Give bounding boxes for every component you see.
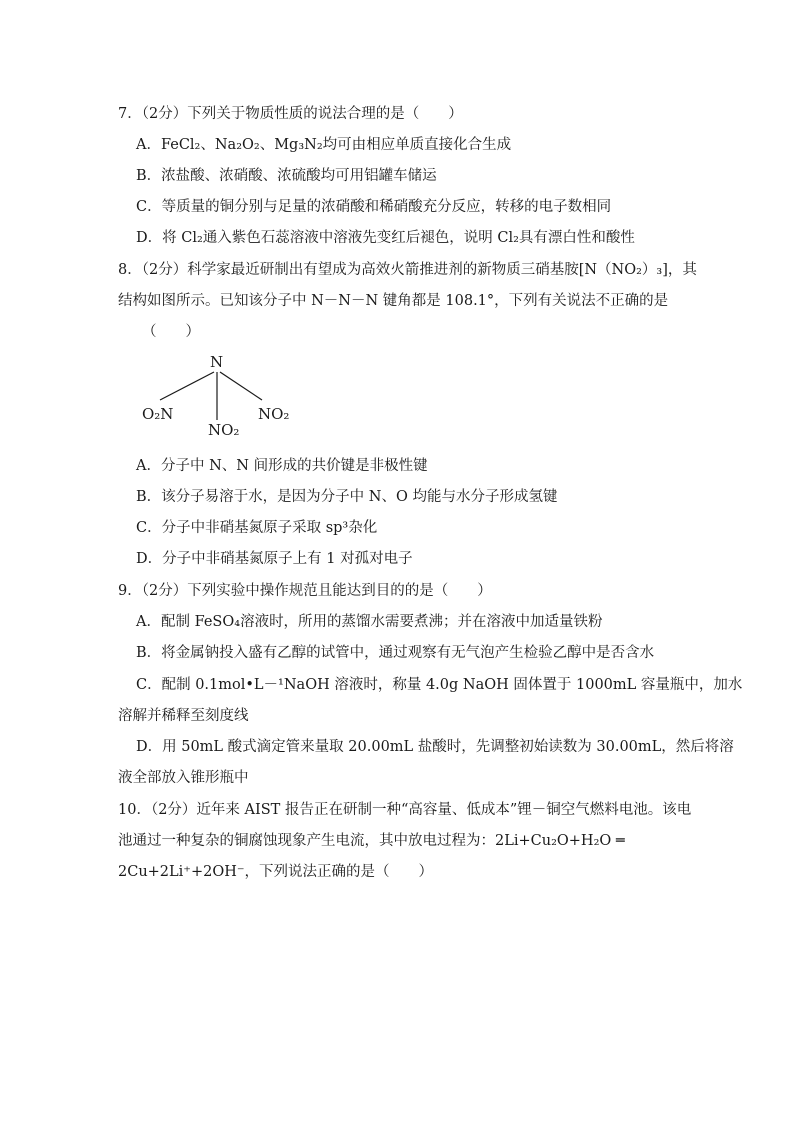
q10-stem-line2: 池通过一种复杂的铜腐蚀现象产生电流，其中放电过程为：2Li+Cu₂O+H₂O ═ [118,833,625,849]
q10-stem-line3: 2Cu+2Li⁺+2OH⁻，下列说法正确的是（ ） [118,864,434,880]
q9-stem: 9．（2分）下列实验中操作规范且能达到目的的是（ ） [118,583,492,599]
q9-option-a: A．配制 FeSO₄溶液时，所用的蒸馏水需要煮沸；并在溶液中加适量铁粉 [136,614,603,630]
q9-option-c-line2: 溶解并稀释至刻度线 [118,708,249,724]
right-nitro-group: NO₂ [258,405,290,423]
q7-stem: 7．（2分）下列关于物质性质的说法合理的是（ ） [118,106,463,122]
bond-right [220,372,262,400]
bottom-nitro-group: NO₂ [208,421,240,439]
q8-stem-line2: 结构如图所示。已知该分子中 N－N－N 键角都是 108.1°，下列有关说法不正确的是 [118,293,669,309]
q8-option-a: A．分子中 N、N 间形成的共价键是非极性键 [136,458,428,474]
center-nitrogen: N [210,353,224,371]
q9-option-c-line1: C．配制 0.1mol•L－¹NaOH 溶液时，称量 4.0g NaOH 固体置于 1000mL 容量瓶中，加水 [136,677,743,693]
q7-option-b: B．浓盐酸、浓硝酸、浓硫酸均可用铝罐车储运 [136,168,437,184]
q8-stem-line1: 8．（2分）科学家最近研制出有望成为高效火箭推进剂的新物质三硝基胺[N（NO₂）₃]，其 [118,262,697,278]
q8-option-c: C．分子中非硝基氮原子采取 sp³杂化 [136,520,378,536]
bond-left [160,372,214,400]
q8-option-d: D．分子中非硝基氮原子上有 1 对孤对电子 [136,551,413,567]
left-nitro-group: O₂N [142,405,174,423]
q10-stem-line1: 10．（2分）近年来 AIST 报告正在研制一种“高容量、低成本”锂－铜空气燃料电池。该电 [118,802,692,818]
q8-answer-blank: （ ） [142,324,200,340]
q8-option-b: B．该分子易溶于水，是因为分子中 N、O 均能与水分子形成氢键 [136,489,558,505]
q7-option-c: C．等质量的铜分别与足量的浓硝酸和稀硝酸充分反应，转移的电子数相同 [136,199,612,215]
trinitramide-structure [130,350,310,445]
q9-option-b: B．将金属钠投入盛有乙醇的试管中，通过观察有无气泡产生检验乙醇中是否含水 [136,645,655,661]
q7-option-d: D．将 Cl₂通入紫色石蕊溶液中溶液先变红后褪色，说明 Cl₂具有漂白性和酸性 [136,230,635,246]
q7-option-a: A．FeCl₂、Na₂O₂、Mg₃N₂均可由相应单质直接化合生成 [136,137,512,153]
q9-option-d-line2: 液全部放入锥形瓶中 [118,770,249,786]
q9-option-d-line1: D．用 50mL 酸式滴定管来量取 20.00mL 盐酸时，先调整初始读数为 30.00mL，然后将溶 [136,739,734,755]
